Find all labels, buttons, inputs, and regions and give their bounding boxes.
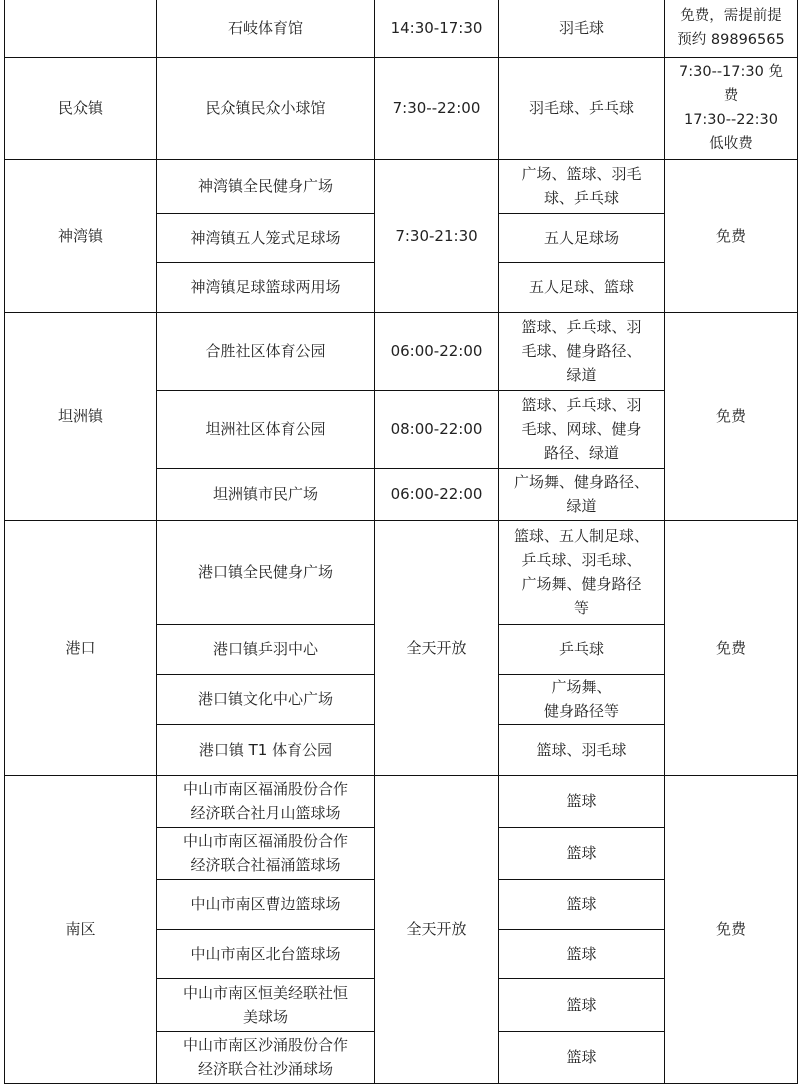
- hours-cell: 全天开放: [375, 520, 499, 775]
- venue-cell: 港口镇 T1 体育公园: [157, 724, 375, 775]
- venue-cell: 民众镇民众小球馆: [157, 57, 375, 159]
- sports-cell: 篮球、羽毛球: [499, 724, 665, 775]
- district-cell: 神湾镇: [5, 159, 157, 312]
- venue-table: [4, 0, 798, 1084]
- sports-cell: 乒乓球: [499, 624, 665, 674]
- hours-cell: 08:00-22:00: [375, 390, 499, 468]
- sports-cell: 广场、篮球、羽毛 球、乒乓球: [499, 159, 665, 213]
- table-row: [5, 159, 798, 213]
- venue-cell: 港口镇乒羽中心: [157, 624, 375, 674]
- venue-cell: 坦洲社区体育公园: [157, 390, 375, 468]
- venue-cell: 合胜社区体育公园: [157, 312, 375, 390]
- venue-cell: 港口镇全民健身广场: [157, 520, 375, 624]
- district-cell: 民众镇: [5, 57, 157, 159]
- sports-cell: 广场舞、 健身路径等: [499, 674, 665, 724]
- district-cell: [5, 0, 157, 57]
- fee-cell: 免费: [665, 159, 798, 312]
- district-cell: 港口: [5, 520, 157, 775]
- table-row: [5, 312, 798, 390]
- sports-cell: 篮球、五人制足球、 乒乓球、羽毛球、 广场舞、健身路径 等: [499, 520, 665, 624]
- hours-cell: 14:30-17:30: [375, 0, 499, 57]
- hours-cell: 全天开放: [375, 775, 499, 1083]
- hours-cell: 06:00-22:00: [375, 468, 499, 520]
- sports-cell: 篮球: [499, 978, 665, 1031]
- sports-cell: 篮球: [499, 775, 665, 827]
- table-row: [5, 775, 798, 827]
- venue-cell: 神湾镇全民健身广场: [157, 159, 375, 213]
- venue-cell: 中山市南区北台篮球场: [157, 929, 375, 978]
- venue-cell: 神湾镇五人笼式足球场: [157, 213, 375, 262]
- sports-cell: 五人足球、篮球: [499, 262, 665, 312]
- fee-cell: 免费，需提前提 预约 89896565: [665, 0, 798, 57]
- venue-cell: 坦洲镇市民广场: [157, 468, 375, 520]
- district-cell: 坦洲镇: [5, 312, 157, 520]
- fee-cell: 免费: [665, 520, 798, 775]
- sports-cell: 广场舞、健身路径、 绿道: [499, 468, 665, 520]
- venue-cell: 中山市南区福涌股份合作 经济联合社月山篮球场: [157, 775, 375, 827]
- table-row: [5, 57, 798, 159]
- hours-cell: 7:30--22:00: [375, 57, 499, 159]
- venue-cell: 中山市南区沙涌股份合作 经济联合社沙涌球场: [157, 1031, 375, 1083]
- venue-cell: 中山市南区曹边篮球场: [157, 879, 375, 929]
- district-cell: 南区: [5, 775, 157, 1083]
- sports-cell: 篮球、乒乓球、羽 毛球、健身路径、 绿道: [499, 312, 665, 390]
- hours-cell: 06:00-22:00: [375, 312, 499, 390]
- sports-cell: 五人足球场: [499, 213, 665, 262]
- venue-cell: 中山市南区福涌股份合作 经济联合社福涌篮球场: [157, 827, 375, 879]
- fee-cell: 7:30--17:30 免 费 17:30--22:30 低收费: [665, 57, 798, 159]
- venue-cell: 中山市南区恒美经联社恒 美球场: [157, 978, 375, 1031]
- sports-cell: 羽毛球: [499, 0, 665, 57]
- sports-cell: 羽毛球、乒乓球: [499, 57, 665, 159]
- table-row: [5, 0, 798, 57]
- table-row: [5, 520, 798, 624]
- hours-cell: 7:30-21:30: [375, 159, 499, 312]
- venue-cell: 神湾镇足球篮球两用场: [157, 262, 375, 312]
- sports-cell: 篮球、乒乓球、羽 毛球、网球、健身 路径、绿道: [499, 390, 665, 468]
- fee-cell: 免费: [665, 312, 798, 520]
- sports-cell: 篮球: [499, 929, 665, 978]
- sports-cell: 篮球: [499, 879, 665, 929]
- venue-cell: 石岐体育馆: [157, 0, 375, 57]
- fee-cell: 免费: [665, 775, 798, 1083]
- venue-cell: 港口镇文化中心广场: [157, 674, 375, 724]
- sports-cell: 篮球: [499, 827, 665, 879]
- sports-cell: 篮球: [499, 1031, 665, 1083]
